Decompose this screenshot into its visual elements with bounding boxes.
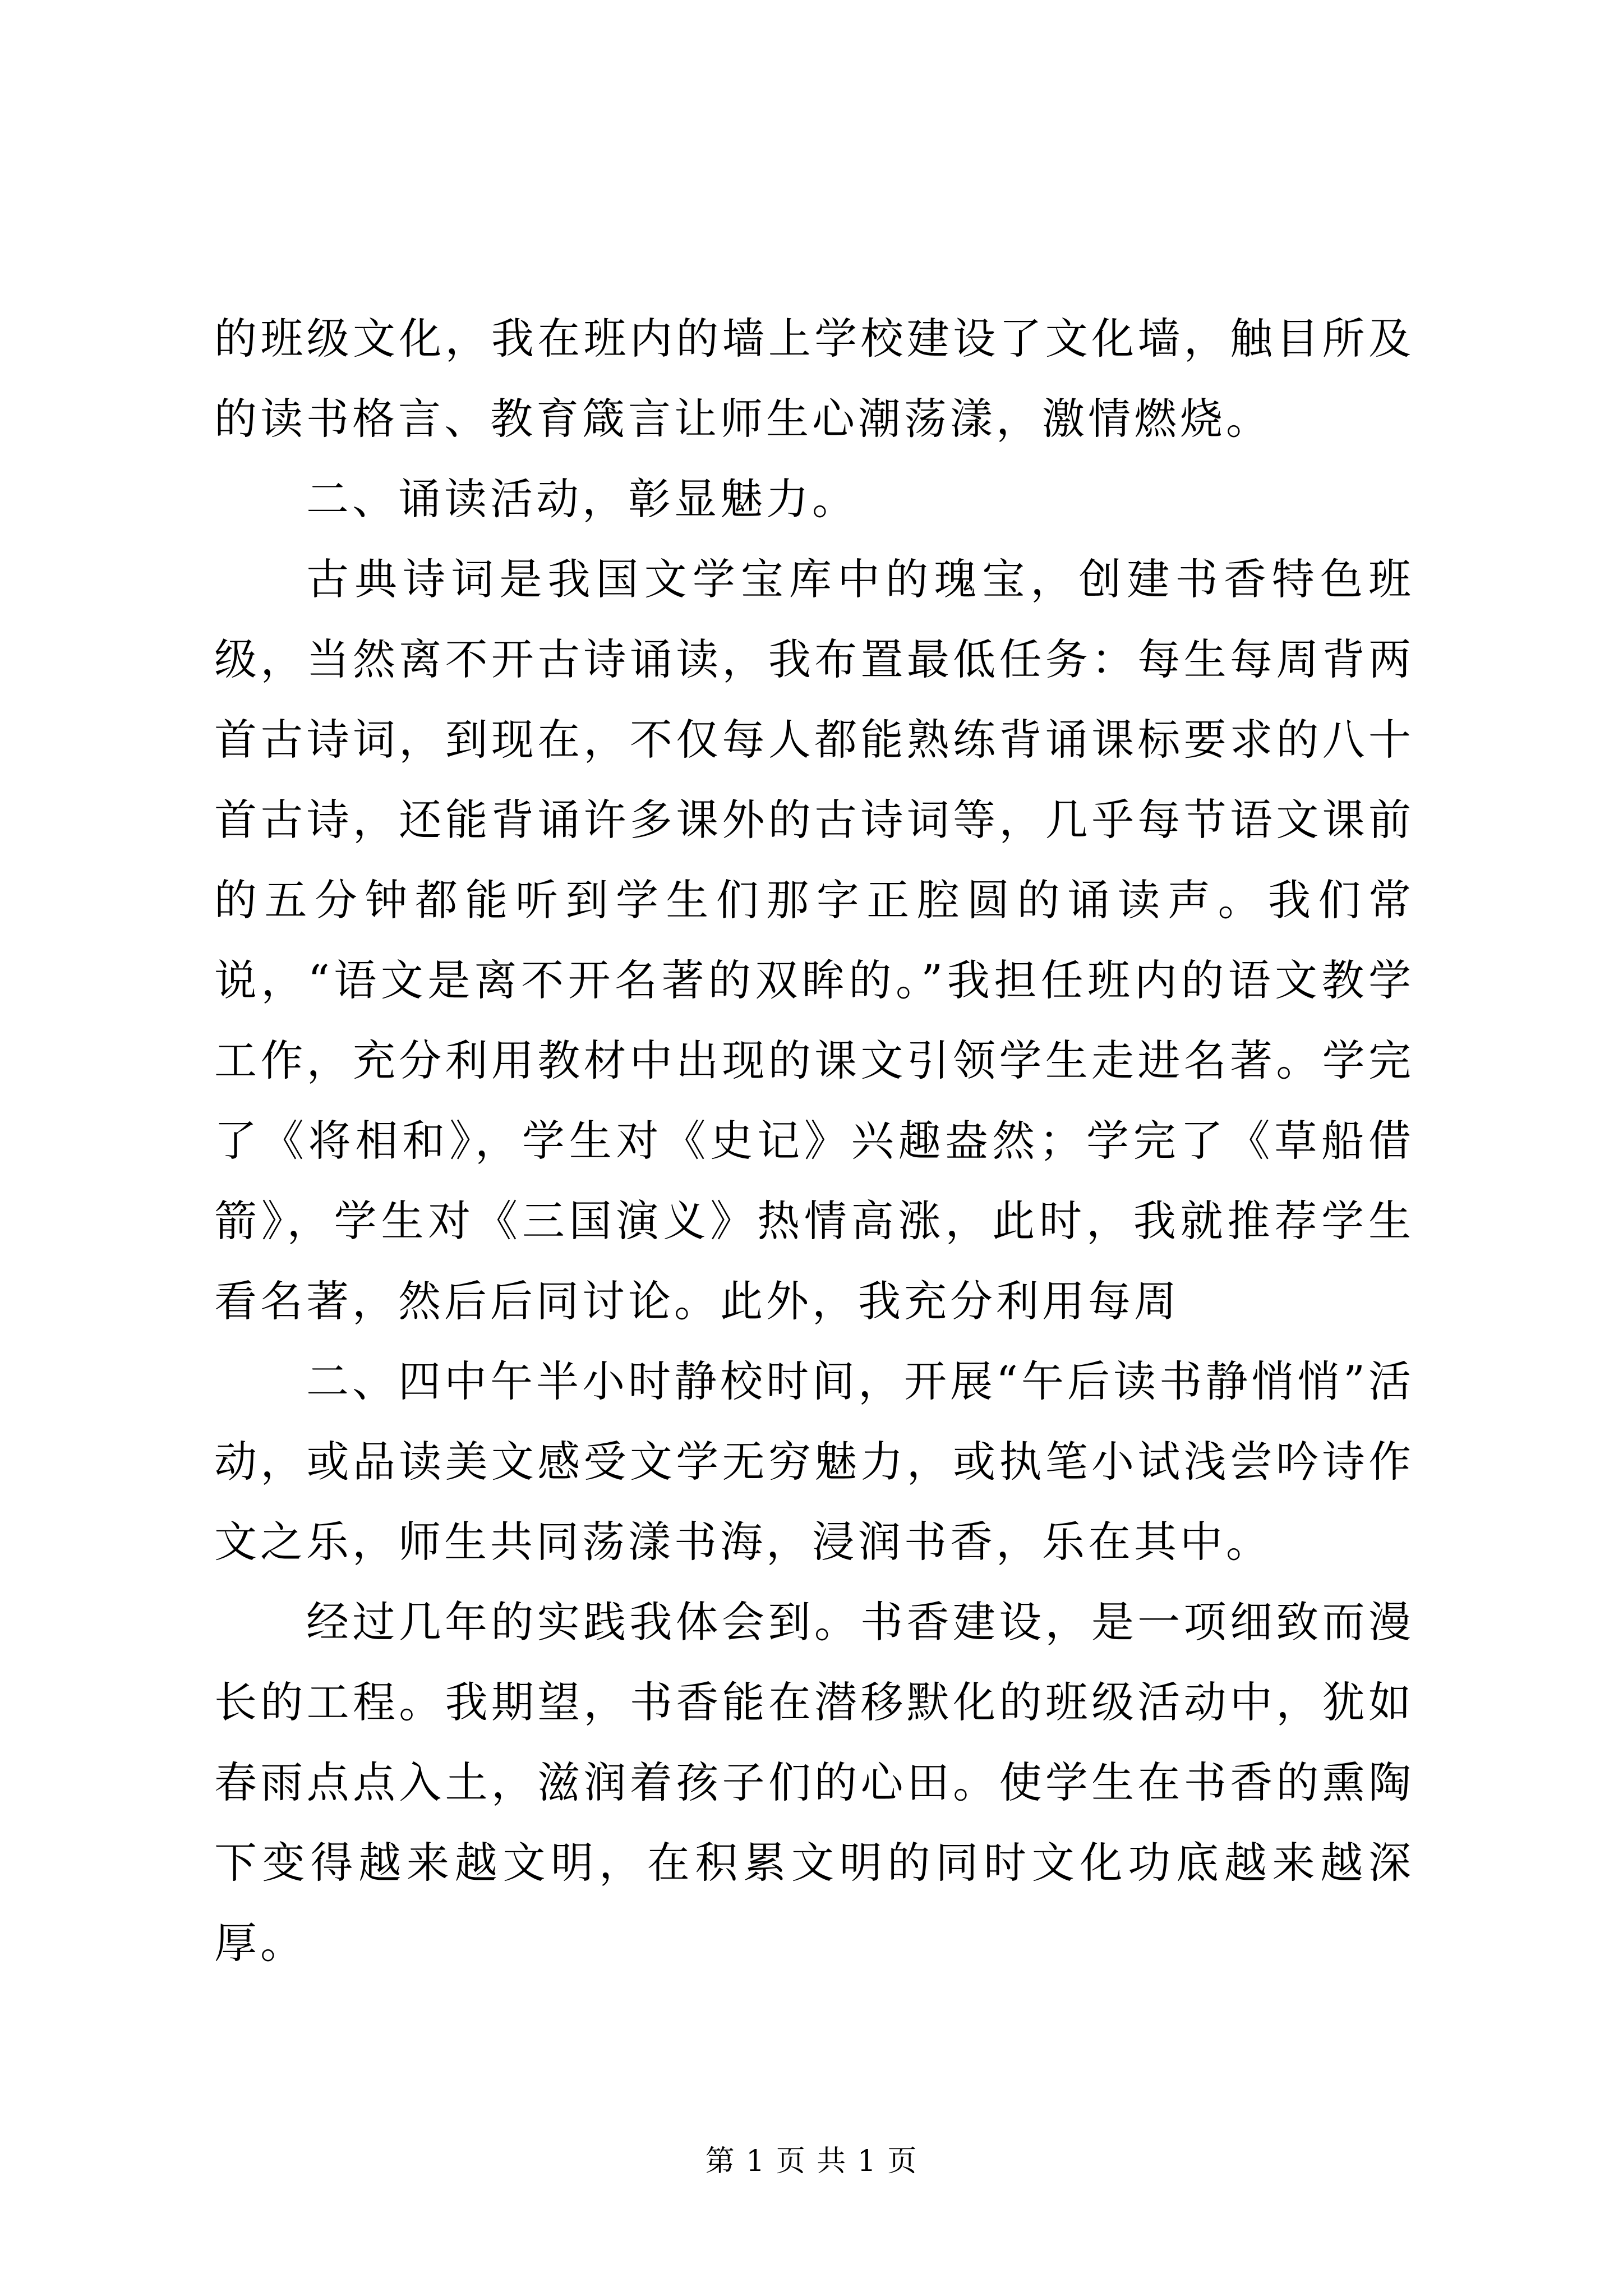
paragraph-quiet-reading: 二、四中午半小时静校时间，开展“午后读书静悄悄”活动，或品读美文感受文学无穷魅力，或执笔小试浅尝吟诗作文之乐，师生共同荡漾书海，浸润书香，乐在其中。 [214,1356,1414,1567]
page-number-footer: 第 1 页 共 1 页 [705,2145,918,2178]
section-heading: 二、诵读活动，彰显魅力。 [306,474,858,524]
paragraph-poetry-reading: 古典诗词是我国文学宝库中的瑰宝，创建书香特色班级，当然离不开古诗诵读，我布置最低任务：每生每周背两首古诗词，到现在，不仅每人都能熟练背诵课标要求的八十首古诗，还能背诵许多课外的古诗词等，几乎每节语文课前的五分钟都能听到学生们那字正腔圆的诵读声。我们常说，“语文是离不开名著的双眸的。”我担任班内的语文教学工作，充分利用教材中出现的课文引领学生走进名著。学完了《将相和》，学生对《史记》兴趣盎然；学完了《草船借箭》，学生对《三国演义》热情高涨，此时，我就推荐学生看名著，然后后同讨论。此外，我充分利用每周 [214,554,1414,1326]
paragraph-continuation: 的班级文化，我在班内的墙上学校建设了文化墙，触目所及的读书格言、教育箴言让师生心潮荡漾，激情燃烧。 [214,314,1414,444]
document-body [214,298,1414,1983]
paragraph-conclusion: 经过几年的实践我体会到。书香建设，是一项细致而漫长的工程。我期望，书香能在潜移默化的班级活动中，犹如春雨点点入土，滋润着孩子们的心田。使学生在书香的熏陶下变得越来越文明，在积累文明的同时文化功底越来越深厚。 [214,1597,1414,1968]
